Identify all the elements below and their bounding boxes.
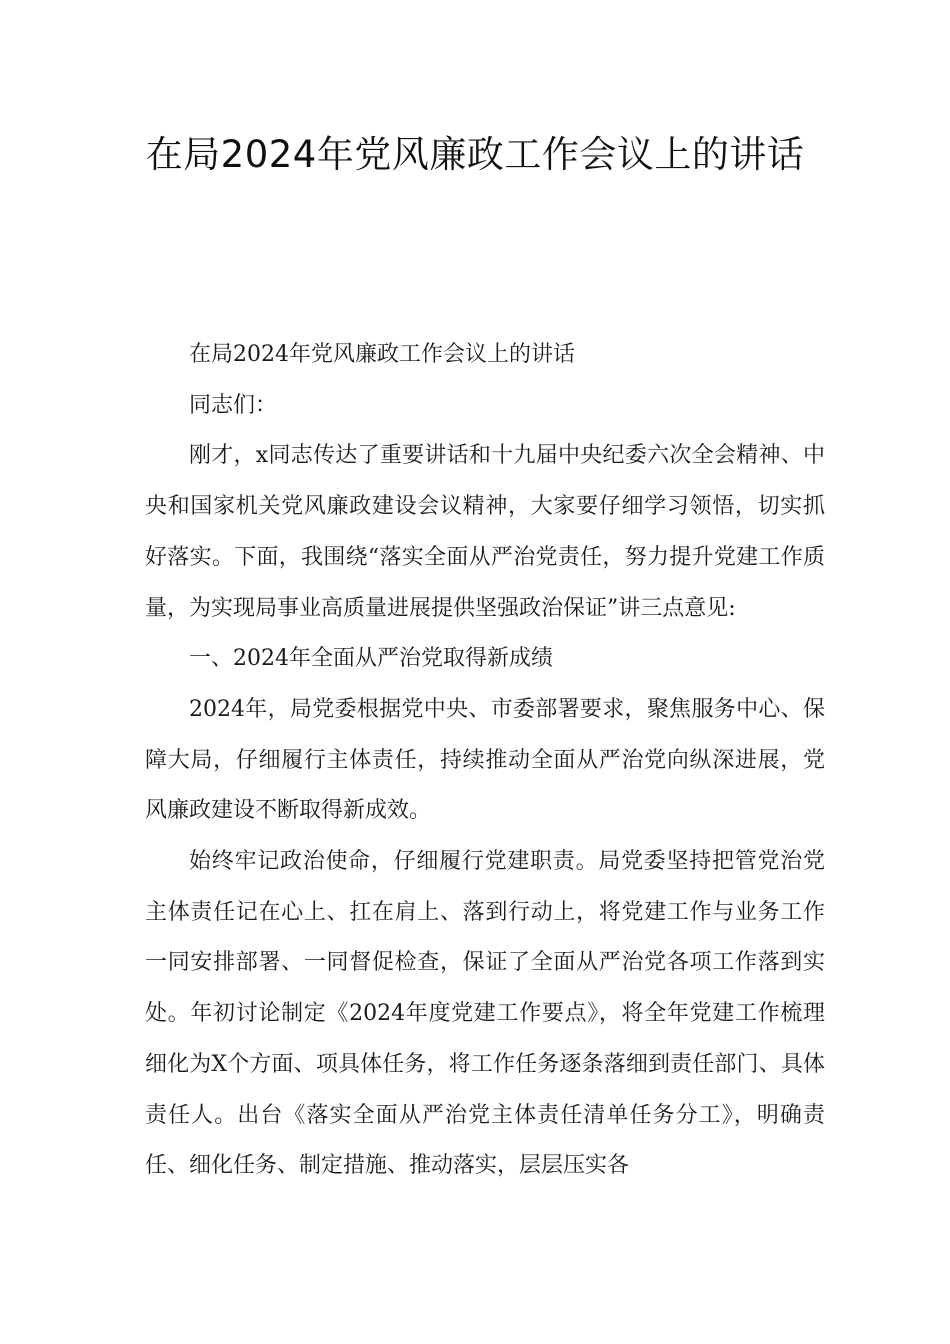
- section-heading-1: 一、2024年全面从严治党取得新成绩: [189, 646, 553, 672]
- paragraph-subtitle: 在局2024年党风廉政工作会议上的讲话: [189, 342, 575, 367]
- paragraph-salutation: 同志们：: [189, 392, 278, 418]
- paragraph-summary: 2024年，局党委根据党中央、市委部署要求，聚焦服务中心、保障大局，仔细履行主体责任，持续推动全面从严治党向纵深进展，党风廉政建设不断取得新成效。: [145, 696, 825, 824]
- document-title: 在局2024年党风廉政工作会议上的讲话: [145, 133, 805, 176]
- paragraph-political-mission: 始终牢记政治使命，仔细履行党建职责。局党委坚持把管党治党主体责任记在心上、扛在肩上、落到行动上，将党建工作与业务工作一同安排部署、一同督促检查，保证了全面从严治党各项工作落到实处。年初讨论制定《2024年度党建工作要点》，将全年党建工作梳理细化为X个方面、项具体任务，将工作任务逐条落细到责任部门、具体责任人。出台《落实全面从严治党主体责任清单任务分工》，明确责任、细化任务、制定措施、推动落实，层层压实各: [145, 849, 825, 1179]
- paragraph-intro: 刚才，x同志传达了重要讲话和十九届中央纪委六次全会精神、中央和国家机关党风廉政建设会议精神，大家要仔细学习领悟，切实抓好落实。下面，我围绕“落实全面从严治党责任，努力提升党建工作质量，为实现局事业高质量进展提供坚强政治保证”讲三点意见:: [145, 443, 825, 621]
- document-body: [145, 330, 825, 1192]
